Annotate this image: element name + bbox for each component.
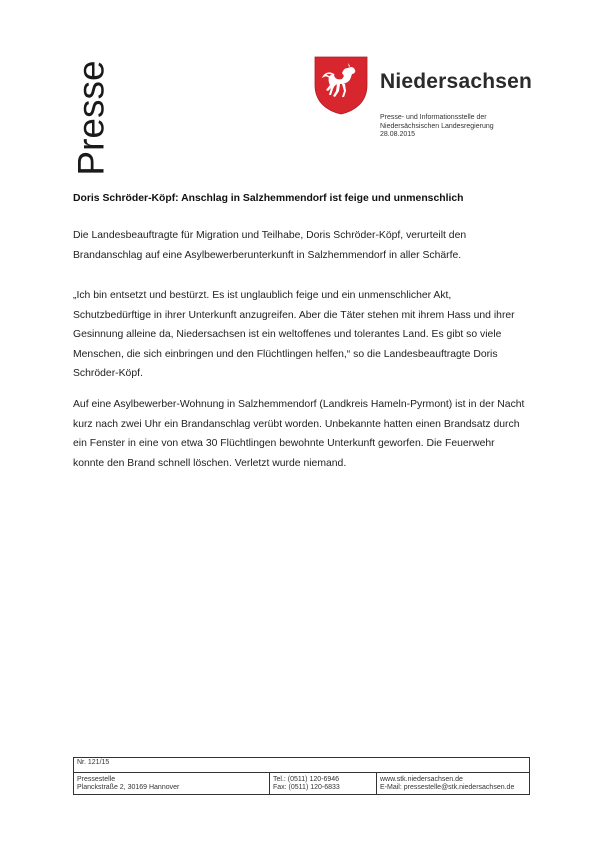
footer-divider bbox=[74, 772, 529, 773]
press-date: 28.08.2015 bbox=[380, 131, 416, 138]
office-line-1: Presse- und Informationsstelle der bbox=[380, 114, 487, 121]
office-line-2: Niedersächsischen Landesregierung bbox=[380, 122, 494, 130]
article-headline: Doris Schröder-Köpf: Anschlag in Salzhemmendorf ist feige und unmenschlich bbox=[73, 193, 464, 204]
office-block bbox=[380, 114, 494, 140]
coat-of-arms-icon bbox=[313, 55, 369, 116]
footer-office-name: Pressestelle bbox=[77, 776, 116, 783]
footer-fax: Fax: (0511) 120-6833 bbox=[273, 784, 340, 791]
article-paragraph: „Ich bin entsetzt und bestürzt. Es ist unglaublich feige und ein unmenschlicher Akt, Schutzbedürftige in ihrer Unterkunft anzugreifen. Aber die Täter stehen mit ihrem Hass und ihrer Gesinnung alleine da, Niedersachsen ist ein weltoffenes und tolerantes Land. Es gibt so viele Menschen, die sich einbringen und den Flüchtlingen helfen,“ so die Landesbeauftragte Doris Schröder-Köpf. bbox=[73, 290, 515, 380]
footer-email-link[interactable]: E-Mail: pressestelle@stk.niedersachsen.de bbox=[380, 784, 515, 791]
footer-divider bbox=[269, 772, 270, 794]
footer-divider bbox=[376, 772, 377, 794]
footer-address: Planckstraße 2, 30169 Hannover bbox=[77, 784, 180, 791]
presse-label-text: Presse bbox=[70, 60, 112, 176]
press-release-number: Nr. 121/15 bbox=[77, 759, 110, 766]
article-paragraph: Die Landesbeauftragte für Migration und Teilhabe, Doris Schröder-Köpf, verurteilt den Brandanschlag auf eine Asylbewerberunterkunft in Salzhemmendorf in aller Schärfe. bbox=[73, 230, 467, 261]
footer-website-link[interactable]: www.stk.niedersachsen.de bbox=[380, 776, 463, 783]
footer-phone: Tel.: (0511) 120-6946 bbox=[273, 776, 340, 783]
footer-table bbox=[73, 757, 530, 795]
brand-name: Niedersachsen bbox=[380, 70, 533, 93]
article-paragraph: Auf eine Asylbewerber-Wohnung in Salzhemmendorf (Landkreis Hameln-Pyrmont) ist in der Nacht kurz nach zwei Uhr ein Brandanschlag verübt worden. Unbekannte hatten einen Brandsatz durch ein Fenster in eine von etwa 30 Flüchtlingen bewohnte Unterkunft geworfen. Die Feuerwehr konnte den Brand schnell löschen. Verletzt wurde niemand. bbox=[73, 399, 525, 469]
presse-vertical-label bbox=[62, 62, 120, 174]
